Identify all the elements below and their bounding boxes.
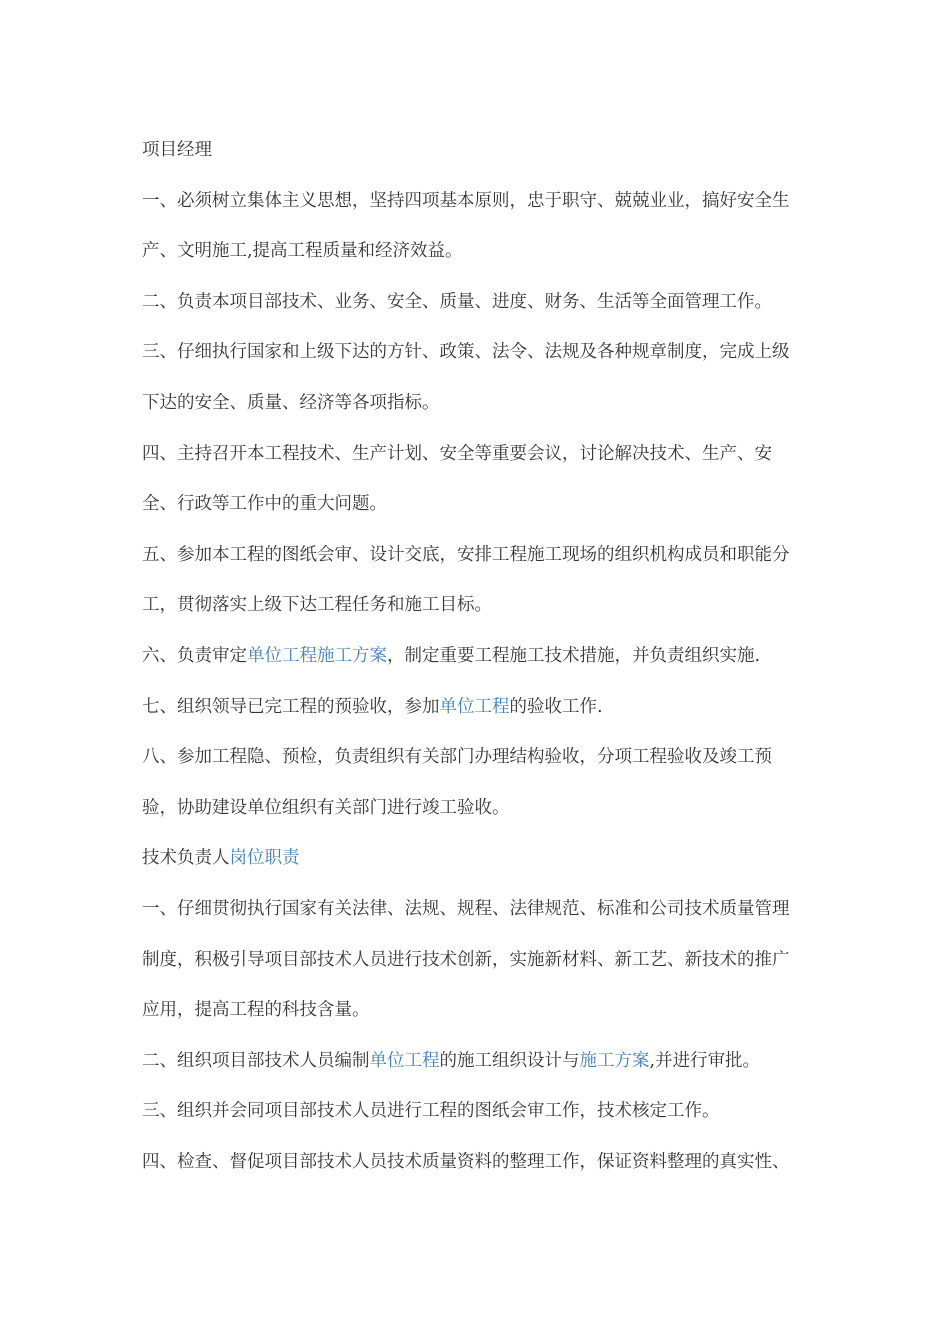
text-segment: 三、仔细执行国家和上级下达的方针、政策、法令、法规及各种规章制度，完成上级 [142,342,790,363]
document-body [142,131,822,1193]
text-segment: 八、参加工程隐、预检，负责组织有关部门办理结构验收，分项工程验收及竣工预 [142,747,772,768]
text-segment: 五、参加本工程的图纸会审、设计交底，安排工程施工现场的组织机构成员和职能分 [142,544,790,565]
inline-link[interactable]: 单位工程 [369,1050,440,1071]
paragraph-line [142,586,822,637]
text-segment: 三、组织并会同项目部技术人员进行工程的图纸会审工作，技术核定工作。 [142,1101,720,1122]
paragraph-line [142,688,822,739]
text-segment: 一、仔细贯彻执行国家有关法律、法规、规程、法律规范、标准和公司技术质量管理 [142,898,790,919]
text-segment: 的施工组织设计与 [439,1050,580,1071]
paragraph-line [142,941,822,992]
text-segment: 产、文明施工,提高工程质量和经济效益。 [142,241,463,262]
text-segment: 技术负责人 [142,848,230,869]
paragraph-line [142,536,822,587]
inline-link[interactable]: 岗位职责 [229,848,300,869]
paragraph-line [142,1092,822,1143]
paragraph-line [142,182,822,233]
text-segment: 七、组织领导已完工程的预验收，参加 [142,696,440,717]
text-segment: 下达的安全、质量、经济等各项指标。 [142,392,440,413]
text-segment: 应用，提高工程的科技含量。 [142,1000,370,1021]
text-segment: 二、组织项目部技术人员编制 [142,1050,370,1071]
text-segment: 验，协助建设单位组织有关部门进行竣工验收。 [142,797,510,818]
inline-link[interactable]: 单位工程施工方案 [247,645,387,666]
paragraph-line [142,991,822,1042]
text-segment: 四、检查、督促项目部技术人员技术质量资料的整理工作，保证资料整理的真实性、 [142,1151,790,1172]
text-segment: 工，贯彻落实上级下达工程任务和施工目标。 [142,595,492,616]
paragraph-line [142,131,822,182]
paragraph-line [142,232,822,283]
paragraph-line [142,333,822,384]
paragraph-line [142,839,822,890]
text-segment: 制度，积极引导项目部技术人员进行技术创新，实施新材料、新工艺、新技术的推广 [142,949,790,970]
paragraph-line [142,435,822,486]
paragraph-line [142,283,822,334]
text-segment: 全、行政等工作中的重大问题。 [142,494,387,515]
paragraph-line [142,789,822,840]
text-segment: 四、主持召开本工程技术、生产计划、安全等重要会议，讨论解决技术、生产、安 [142,443,772,464]
paragraph-line [142,637,822,688]
paragraph-line [142,738,822,789]
inline-link[interactable]: 单位工程 [439,696,510,717]
text-segment: ，制定重要工程施工技术措施，并负责组织实施. [387,645,761,666]
text-segment: 的验收工作. [509,696,603,717]
paragraph-line [142,384,822,435]
paragraph-line [142,1143,822,1194]
paragraph-line [142,1042,822,1093]
text-segment: ,并进行审批。 [649,1050,761,1071]
inline-link[interactable]: 施工方案 [579,1050,650,1071]
text-segment: 一、必须树立集体主义思想，坚持四项基本原则，忠于职守、兢兢业业，搞好安全生 [142,190,790,211]
text-segment: 项目经理 [142,140,212,160]
paragraph-line [142,890,822,941]
paragraph-line [142,485,822,536]
text-segment: 六、负责审定 [142,645,247,666]
text-segment: 二、负责本项目部技术、业务、安全、质量、进度、财务、生活等全面管理工作。 [142,291,772,312]
